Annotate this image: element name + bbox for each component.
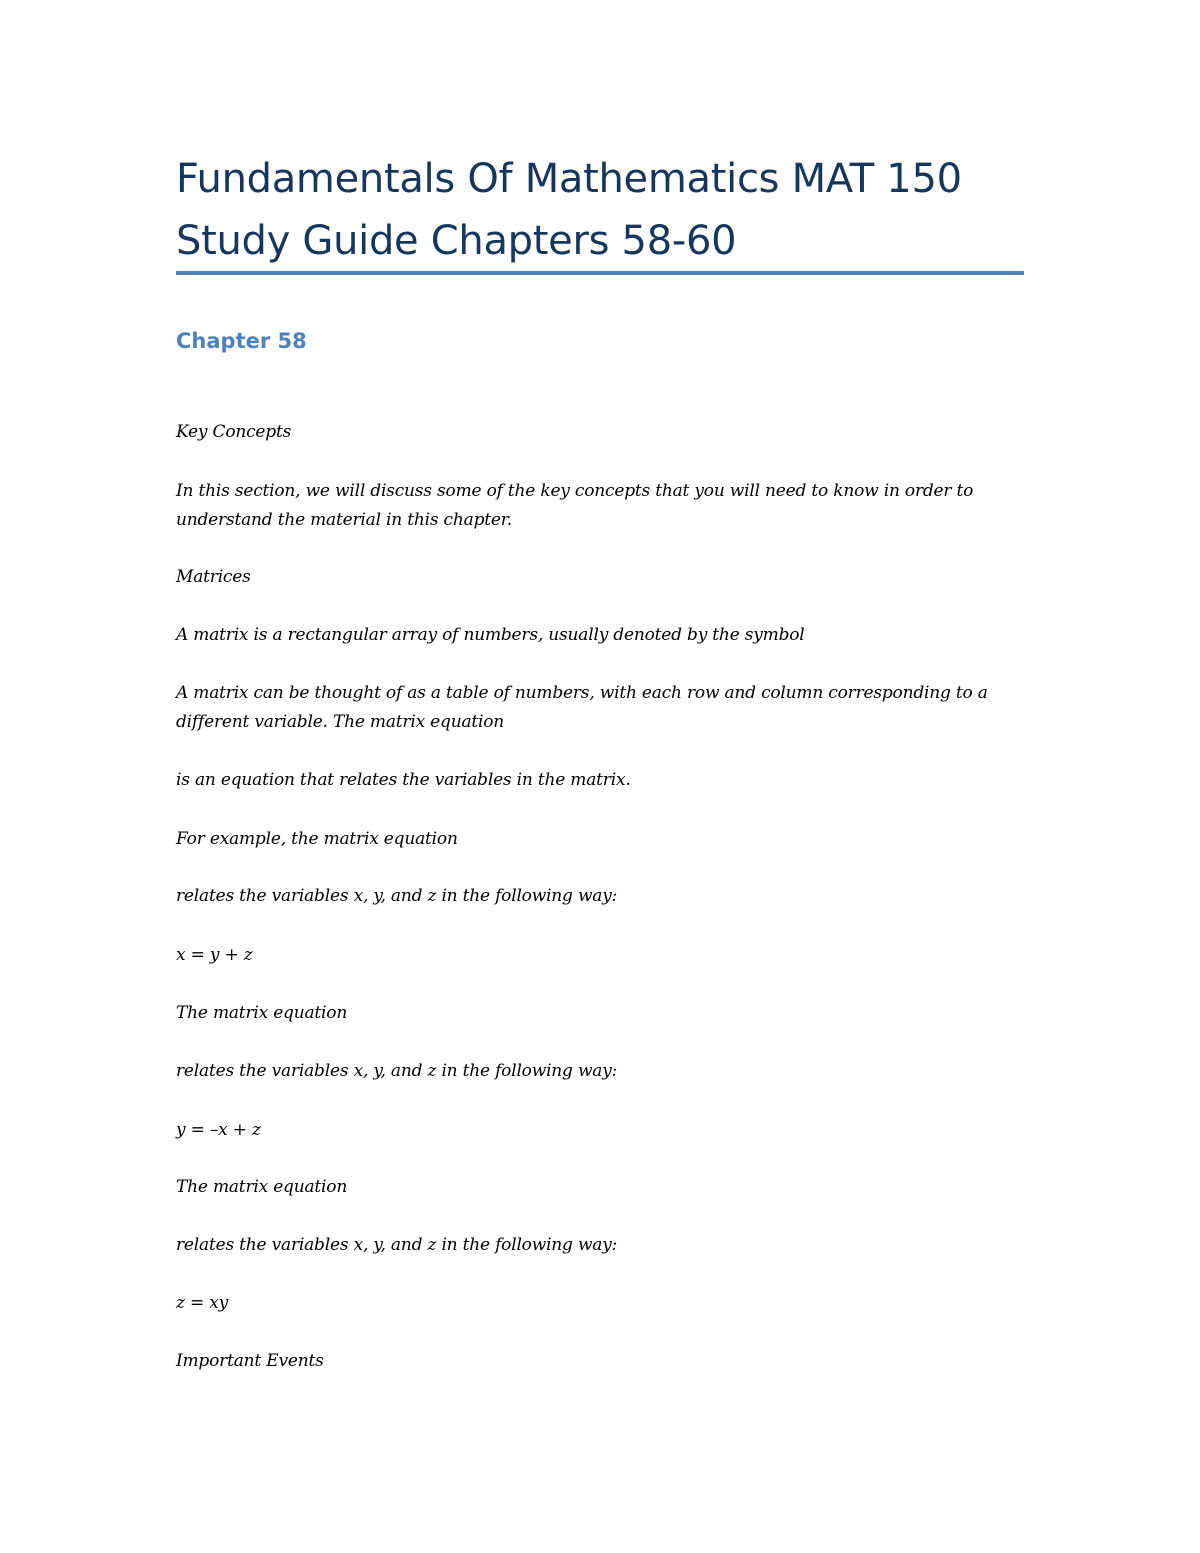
paragraph-key-concepts: Key Concepts: [176, 422, 292, 442]
paragraph-matrices-heading: Matrices: [176, 567, 251, 587]
paragraph-important-events: Important Events: [176, 1351, 324, 1371]
paragraph-equation-x: x = y + z: [176, 945, 253, 965]
paragraph-matrix-table: A matrix can be thought of as a table of numbers, with each row and column corresponding to a different variable. The matrix equation: [176, 683, 988, 732]
paragraph-relates-2: relates the variables x, y, and z in the following way:: [176, 1061, 618, 1081]
document-title: Fundamentals Of Mathematics MAT 150 Study Guide Chapters 58-60: [176, 156, 962, 264]
paragraph-for-example: For example, the matrix equation: [176, 829, 458, 849]
paragraph-relates-3: relates the variables x, y, and z in the following way:: [176, 1235, 618, 1255]
chapter-heading: Chapter 58: [176, 329, 307, 353]
paragraph-equation-y: y = –x + z: [176, 1120, 261, 1140]
paragraph-equation-relates: is an equation that relates the variables in the matrix.: [176, 770, 631, 790]
paragraph-matrix-definition: A matrix is a rectangular array of numbers, usually denoted by the symbol: [176, 625, 805, 645]
paragraph-matrix-equation-2: The matrix equation: [176, 1003, 348, 1023]
paragraph-matrix-equation-3: The matrix equation: [176, 1177, 348, 1197]
paragraph-equation-z: z = xy: [176, 1293, 228, 1313]
paragraph-relates-1: relates the variables x, y, and z in the following way:: [176, 886, 618, 906]
title-underline: [176, 271, 1024, 275]
paragraph-intro: In this section, we will discuss some of the key concepts that you will need to know in order to understand the material in this chapter.: [176, 481, 974, 530]
